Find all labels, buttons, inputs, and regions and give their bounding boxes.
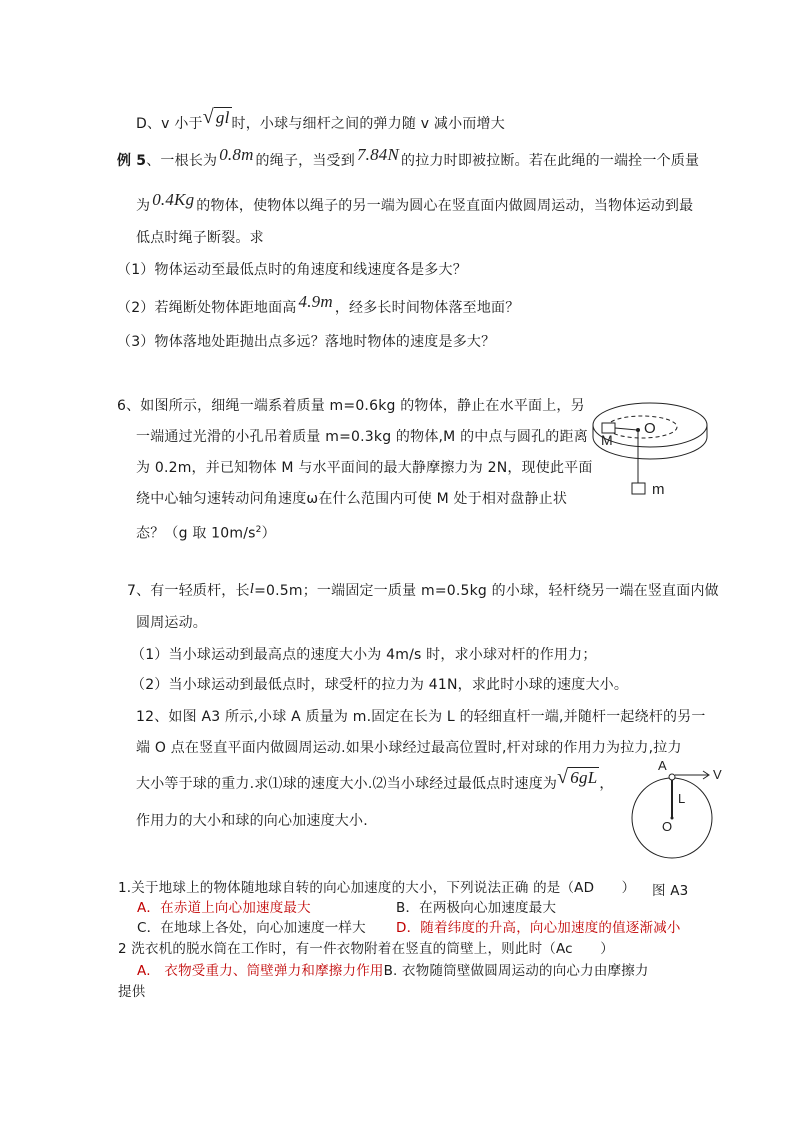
label-O: O <box>644 420 656 437</box>
block-m <box>632 483 645 494</box>
q7-line2: 圆周运动。 <box>136 615 207 631</box>
example5-q3: （3）物体落地处距抛出点多远？落地时物体的速度是多大？ <box>117 334 496 350</box>
sqrt-6gL: √ 6gL <box>557 766 598 788</box>
label-A: A <box>658 758 667 773</box>
mc2-option-a: A. 衣物受重力、筒壁弹力和摩擦力作用 <box>137 963 384 979</box>
mc1-option-c: C．在地球上各处，向心加速度一样大 <box>137 920 366 936</box>
label-m: m <box>652 481 665 498</box>
option-d-text: D、v 小于 <box>136 116 203 132</box>
q12-line1: 12、如图 A3 所示,小球 A 质量为 m.固定在长为 L 的轻细直杆一端,并随杆一起绕杆的另一 <box>136 709 706 725</box>
mc1-stem: 1.关于地球上的物体随地球自转的向心加速度的大小，下列说法正确 的是（AD ） <box>118 880 636 896</box>
example5-line3: 低点时绳子断裂。求 <box>136 230 264 246</box>
q6-line4: 绕中心轴匀速转动问角速度ω在什么范围内可使 M 处于相对盘静止状 <box>136 491 568 507</box>
q12-line4: 作用力的大小和球的向心加速度大小. <box>136 813 368 829</box>
option-d <box>136 106 505 133</box>
mc1-option-b: B．在两极向心加速度最大 <box>396 900 557 916</box>
example5-line1: 例 5、一根长为 0.8m 的绳子，当受到 7.84N 的拉力时即被拉断。若在此绳的一端拴一个质量 <box>117 145 700 169</box>
math-height: 4.9m <box>298 292 333 311</box>
figure-a3 <box>628 758 728 866</box>
q7-sub2: （2）当小球运动到最低点时，球受杆的拉力为 41N，求此时小球的速度大小。 <box>131 677 629 693</box>
q7-sub1: （1）当小球运动到最高点的速度大小为 4m/s 时，求小球对杆的作用力； <box>131 647 597 663</box>
mc2-options <box>137 962 649 980</box>
mc1-option-a: A．在赤道上向心加速度最大 <box>137 900 311 916</box>
q12-line2: 端 O 点在竖直平面内做圆周运动.如果小球经过最高位置时,杆对球的作用力为拉力,拉力 <box>136 740 682 756</box>
q12-line3: 大小等于球的重力.求⑴球的速度大小.⑵当小球经过最低点时速度为√ 6gL ， <box>136 766 614 792</box>
math-length: 0.8m <box>219 145 254 164</box>
math-mass: 0.4Kg <box>152 190 195 209</box>
example5-line2: 为 0.4Kg 的物体，使物体以绳子的另一端为圆心在竖直面内做圆周运动，当物体运动到最 <box>136 190 694 214</box>
mc2-option-b-cont: 提供 <box>118 984 146 1000</box>
q6-line5: 态？（g 取 $10m/s^2$） <box>136 525 276 542</box>
example5-q2: （2）若绳断处物体距地面高 4.9m ，经多长时间物体落至地面？ <box>117 292 520 316</box>
mc1-option-d: D．随着纬度的升高，向心加速度的值逐渐减小 <box>396 920 681 936</box>
string-horizontal <box>615 428 637 430</box>
q6-line3: 为 0.2m，并已知物体 M 与水平面间的最大静摩擦力为 2N，现使此平面 <box>136 460 593 476</box>
label-O: O <box>662 819 673 834</box>
option-d-text-end: 时，小球与细杆之间的弹力随 v 减小而增大 <box>231 116 505 132</box>
q6-line1: 6、如图所示，细绳一端系着质量 m=0.6kg 的物体，静止在水平面上，另 <box>117 398 585 414</box>
mc2-stem: 2 洗衣机的脱水筒在工作时，有一件衣物附着在竖直的筒壁上，则此时（Ac ） <box>118 941 614 957</box>
label-L: L <box>678 791 686 806</box>
sqrt-gl: √ gl <box>202 106 230 128</box>
dashed-orbit <box>607 416 677 438</box>
label-M: M <box>601 432 613 448</box>
figure-a3-caption: 图 A3 <box>652 883 689 899</box>
q6-line2: 一端通过光滑的小孔吊着质量 m=0.3kg 的物体,M 的中点与圆孔的距离 <box>136 429 588 445</box>
example5-label: 例 5 <box>117 153 147 169</box>
math-force: 7.84N <box>356 145 400 164</box>
label-V: V <box>713 767 722 782</box>
example5-q1: （1）物体运动至最低点时的角速度和线速度各是多大？ <box>117 262 467 278</box>
ball-A <box>669 774 675 780</box>
mc2-option-b: B. 衣物随筒壁做圆周运动的向心力由摩擦力 <box>383 963 649 979</box>
q7-line1: 7、有一轻质杆，长l=0.5m；一端固定一质量 m=0.5kg 的小球，轻杆绕另一端在竖直面内做 <box>127 581 719 599</box>
turntable-figure <box>592 395 722 510</box>
